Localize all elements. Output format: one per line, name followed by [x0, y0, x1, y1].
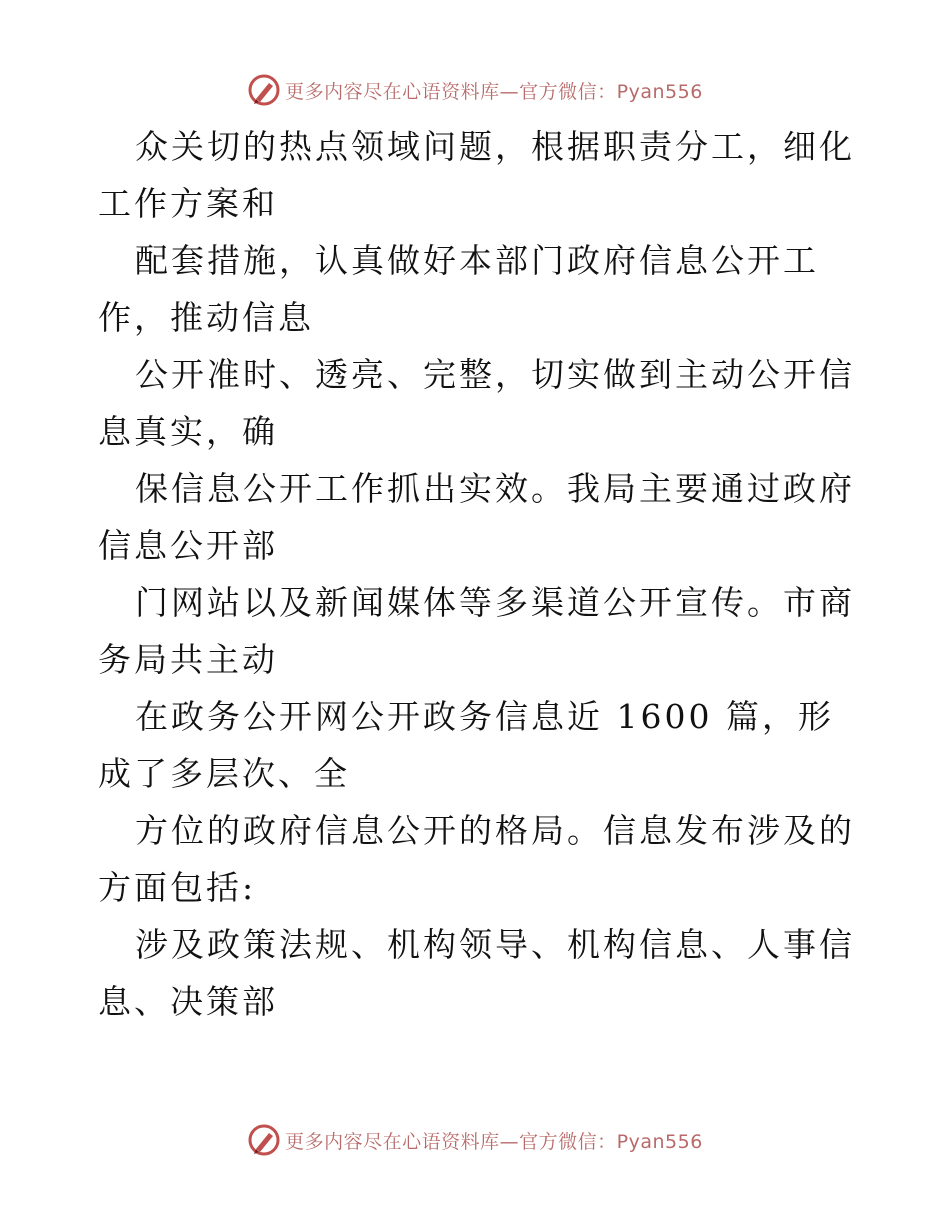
- paragraph: 涉及政策法规、机构领导、机构信息、人事信息、决策部: [98, 925, 855, 1021]
- paragraph: 方位的政府信息公开的格局。信息发布涉及的方面包括:: [98, 811, 855, 907]
- header-watermark: [0, 70, 950, 110]
- watermark-text: 更多内容尽在心语资料库—官方微信：Pyan556: [285, 1130, 703, 1153]
- document-body: [98, 118, 858, 1030]
- paragraph: 门网站以及新闻媒体等多渠道公开宣传。市商务局共主动: [98, 583, 855, 679]
- pen-logo-icon: [247, 1123, 281, 1157]
- footer-watermark: [0, 1120, 950, 1160]
- watermark-text: 更多内容尽在心语资料库—官方微信：Pyan556: [285, 80, 703, 103]
- pen-logo-icon: [247, 73, 281, 107]
- paragraph: 保信息公开工作抓出实效。我局主要通过政府信息公开部: [98, 469, 855, 565]
- paragraph: 配套措施，认真做好本部门政府信息公开工作，推动信息: [98, 241, 819, 337]
- paragraph: 在政务公开网公开政务信息近 1600 篇，形成了多层次、全: [98, 697, 834, 793]
- paragraph: 公开准时、透亮、完整，切实做到主动公开信息真实，确: [98, 355, 855, 451]
- paragraph: 众关切的热点领域问题，根据职责分工，细化工作方案和: [98, 127, 855, 223]
